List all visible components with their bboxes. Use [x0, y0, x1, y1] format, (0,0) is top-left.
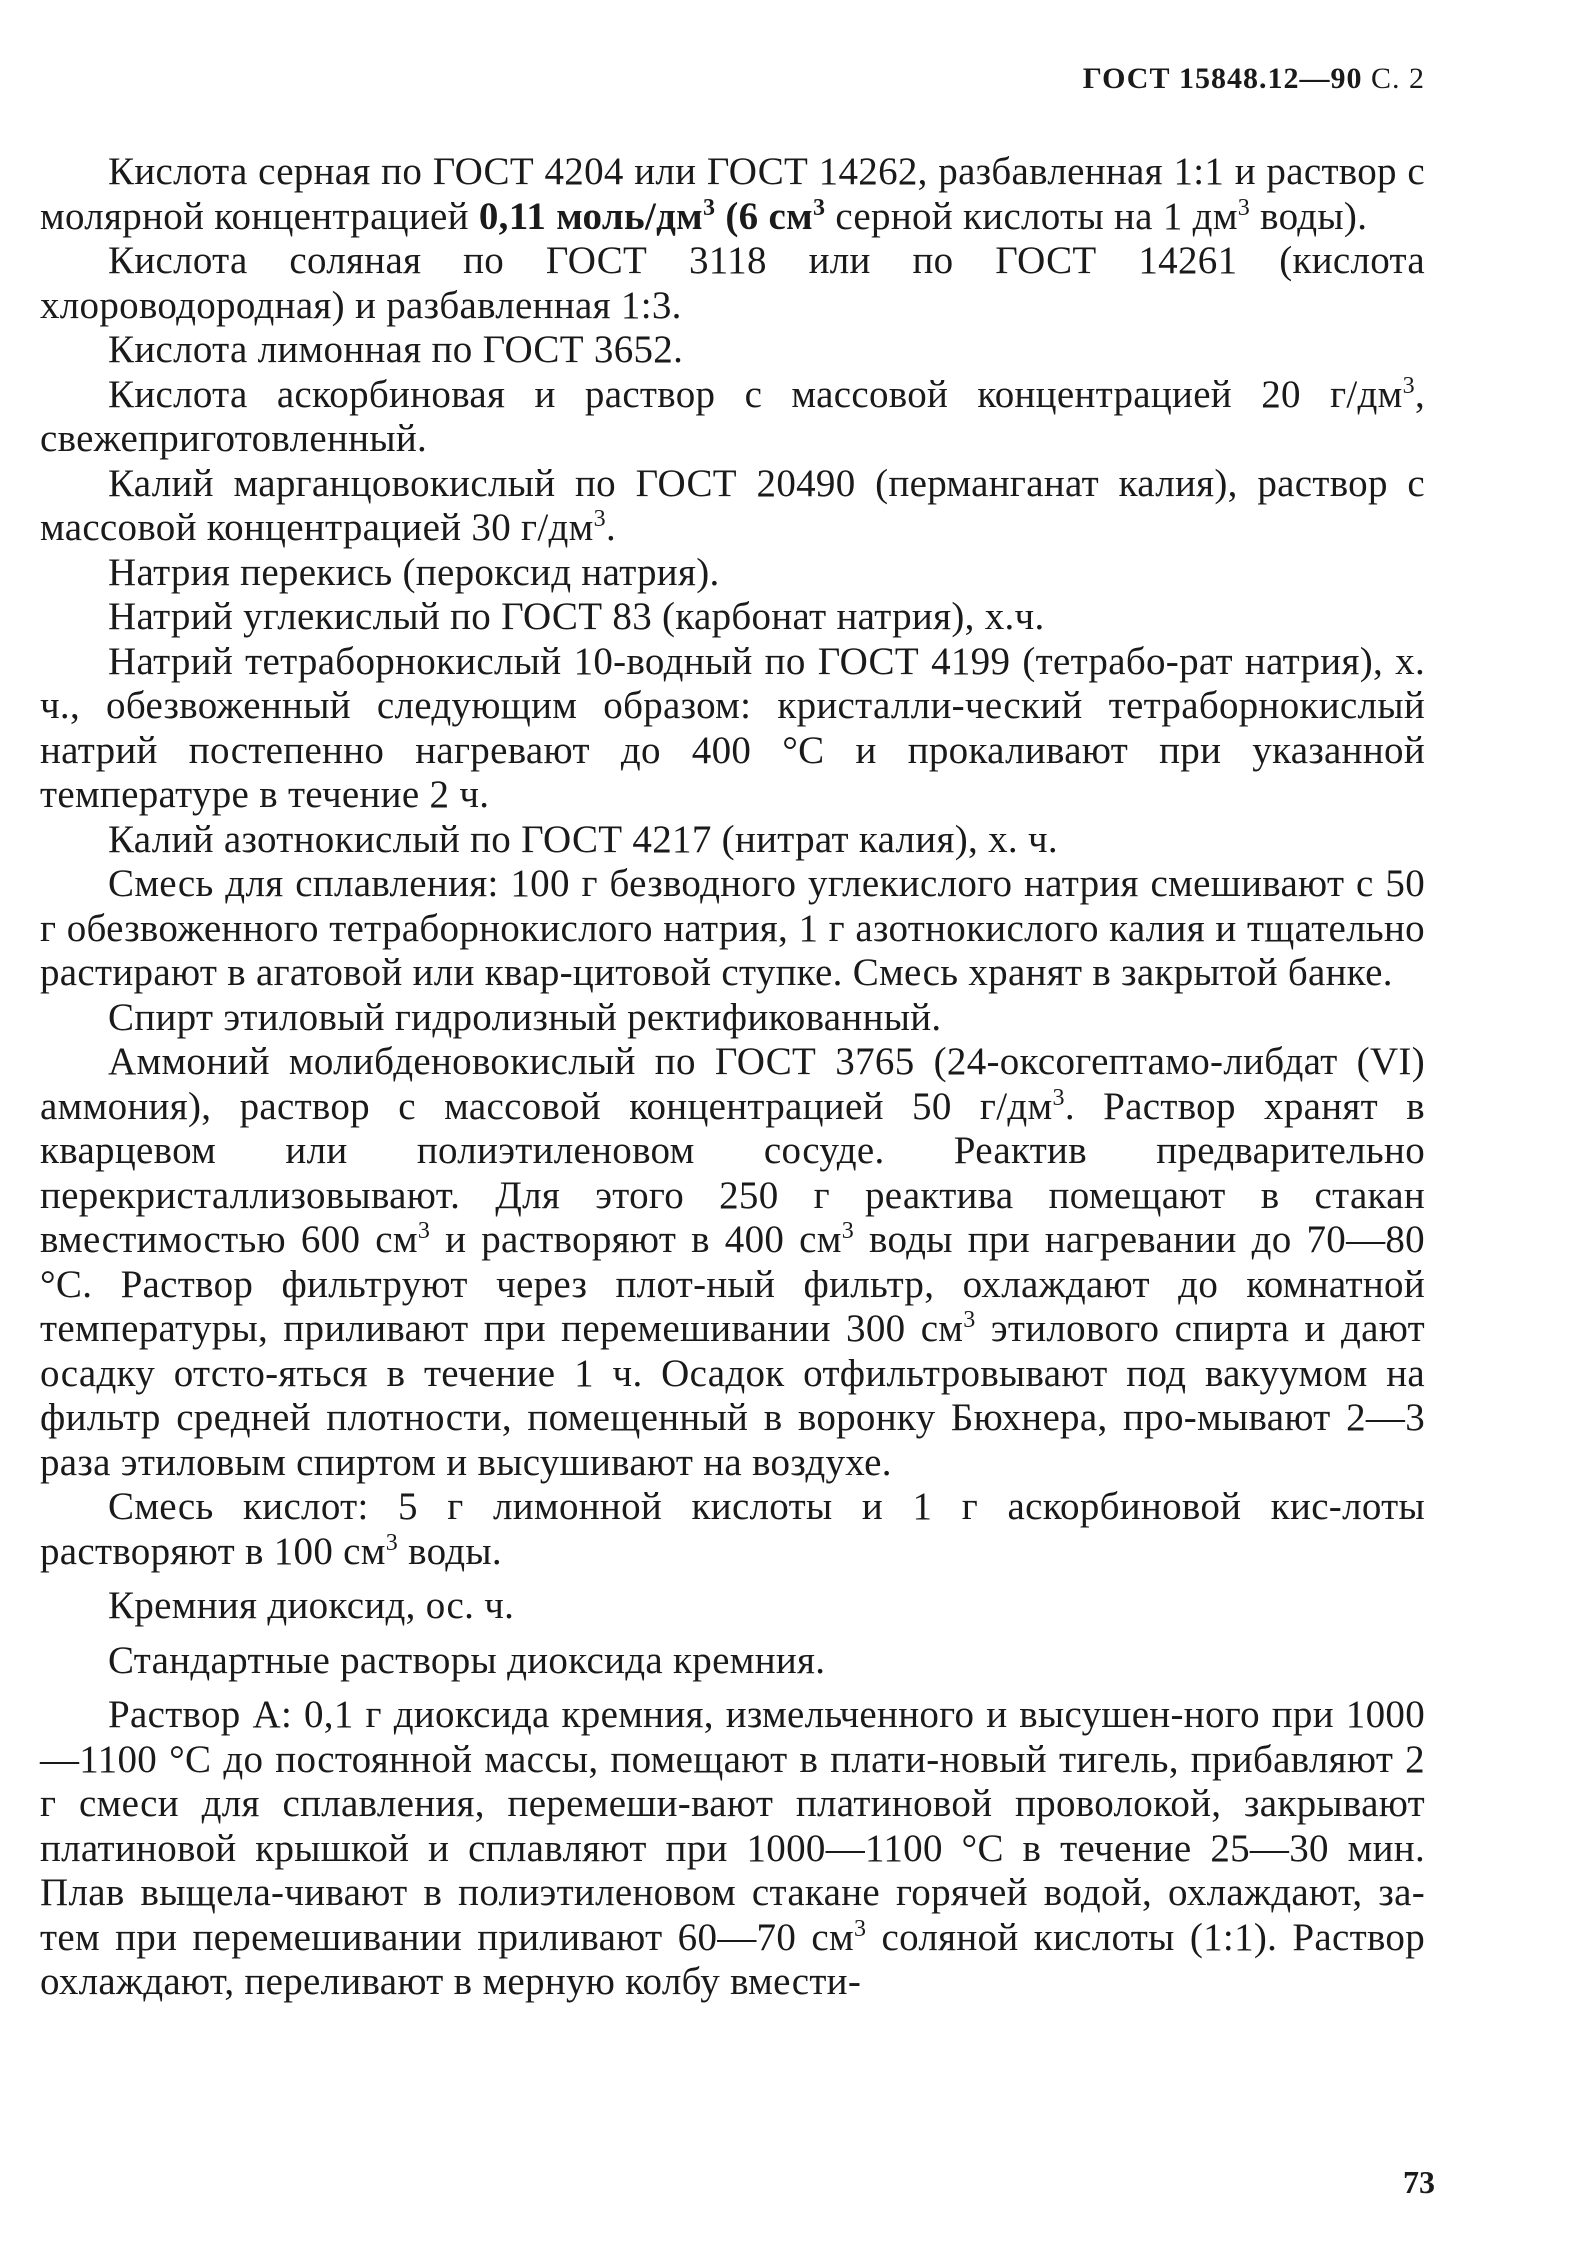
paragraph-sodium-peroxide: Натрия перекись (пероксид натрия).: [108, 550, 720, 594]
paragraph-solution-a: Раствор А: 0,1 г диоксида кремния, измельченного и высушен-ного при 1000—1100 °С до постоянной массы, помещают в плати-новый тигель, прибавляют 2 г смеси для сплавления, перемеши-вают платиновой проволокой, закрывают платиновой крышкой и сплавляют при 1000—1100 °С в течение 25—30 мин. Плав выщела-чивают в полиэтиленовом стакане горячей водой, охлаждают, за-тем при перемешивании приливают 60—70 $см^3$ соляной кислоты (1:1). Раствор охлаждают, переливают в мерную колбу вмести-: [40, 1693, 1426, 2003]
paragraph-ascorbic-acid: Кислота аскорбиновая и раствор с массовой концентрацией 20 $г/дм^3$, свежеприготовленный.: [40, 372, 1425, 460]
paragraph-ammonium-molybdate: Аммоний молибденовокислый по ГОСТ 3765 (24-оксогептамо-либдат (VI) аммония), раствор с массовой концентрацией 50 $г/дм^3$. Раствор хранят в кварцевом или полиэтиленовом сосуде. Реактив предварительно перекристаллизовывают. Для этого 250 г реактива помещают в стакан вместимостью 600 $см^3$ и растворяют в 400 $см^3$ воды при нагревании до 70—80 °С. Раствор фильтруют через плот-ный фильтр, охлаждают до комнатной температуры, приливают при перемешивании 300 $см^3$ этилового спирта и дают осадку отсто-яться в течение 1 ч. Осадок отфильтровывают под вакуумом на фильтр средней плотности, помещенный в воронку Бюхнера, про-мывают 2—3 раза этиловым спиртом и высушивают на воздухе.: [40, 1040, 1425, 1484]
paragraph-silicon-dioxide: Кремния диоксид, ос. ч.: [108, 1584, 515, 1627]
paragraph-potassium-nitrate: Калий азотнокислый по ГОСТ 4217 (нитрат калия), х. ч.: [108, 817, 1058, 861]
paragraph-fusion-mixture: Смесь для сплавления: 100 г безводного углекислого натрия смешивают с 50 г обезвоженного тетраборнокислого натрия, 1 г азотнокислого калия и тщательно растирают в агатовой или квар-цитовой ступке. Смесь хранят в закрытой банке.: [40, 862, 1425, 994]
footer-page-number: 73: [1403, 2164, 1435, 2200]
paragraph-sodium-tetraborate: Натрий тетраборнокислый 10-водный по ГОСТ 4199 (тетрабо-рат натрия), х. ч., обезвоженный следующим образом: кристалли-ческий тетраборнокислый натрий постепенно нагревают до 400 °С и прокаливают при указанной температуре в течение 2 ч.: [40, 639, 1425, 816]
paragraph-acid-mixture: Смесь кислот: 5 г лимонной кислоты и 1 г аскорбиновой кис-лоты растворяют в 100 $см^3$ воды.: [40, 1485, 1425, 1573]
paragraph-sodium-carbonate: Натрий углекислый по ГОСТ 83 (карбонат натрия), х.ч.: [108, 595, 1045, 638]
paragraph-citric-acid: Кислота лимонная по ГОСТ 3652.: [108, 328, 684, 371]
paragraph-standard-solutions: Стандартные растворы диоксида кремния.: [108, 1638, 826, 1682]
page-header: [1083, 62, 1425, 96]
paragraph-sulfuric-acid: Кислота серная по ГОСТ 4204 или ГОСТ 14262, разбавленная 1:1 и раствор с молярной концентрацией 0,11 моль/$дм^3$ (6 $см^3$ серной кислоты на 1 $дм^3$ воды).: [40, 150, 1425, 238]
paragraph-potassium-permanganate: Калий марганцовокислый по ГОСТ 20490 (перманганат калия), раствор с массовой концентрацией 30 $г/дм^3$.: [40, 461, 1425, 549]
standard-code: ГОСТ 15848.12—90: [1082, 62, 1363, 95]
paragraph-hydrochloric-acid: Кислота соляная по ГОСТ 3118 или по ГОСТ 14261 (кислота хлороводородная) и разбавленная 1:3.: [40, 239, 1425, 327]
header-page-number: 2: [1409, 62, 1425, 95]
page-label: С.: [1370, 62, 1401, 95]
document-body: [40, 150, 1425, 2005]
paragraph-ethyl-alcohol: Спирт этиловый гидролизный ректификованный.: [108, 995, 942, 1039]
